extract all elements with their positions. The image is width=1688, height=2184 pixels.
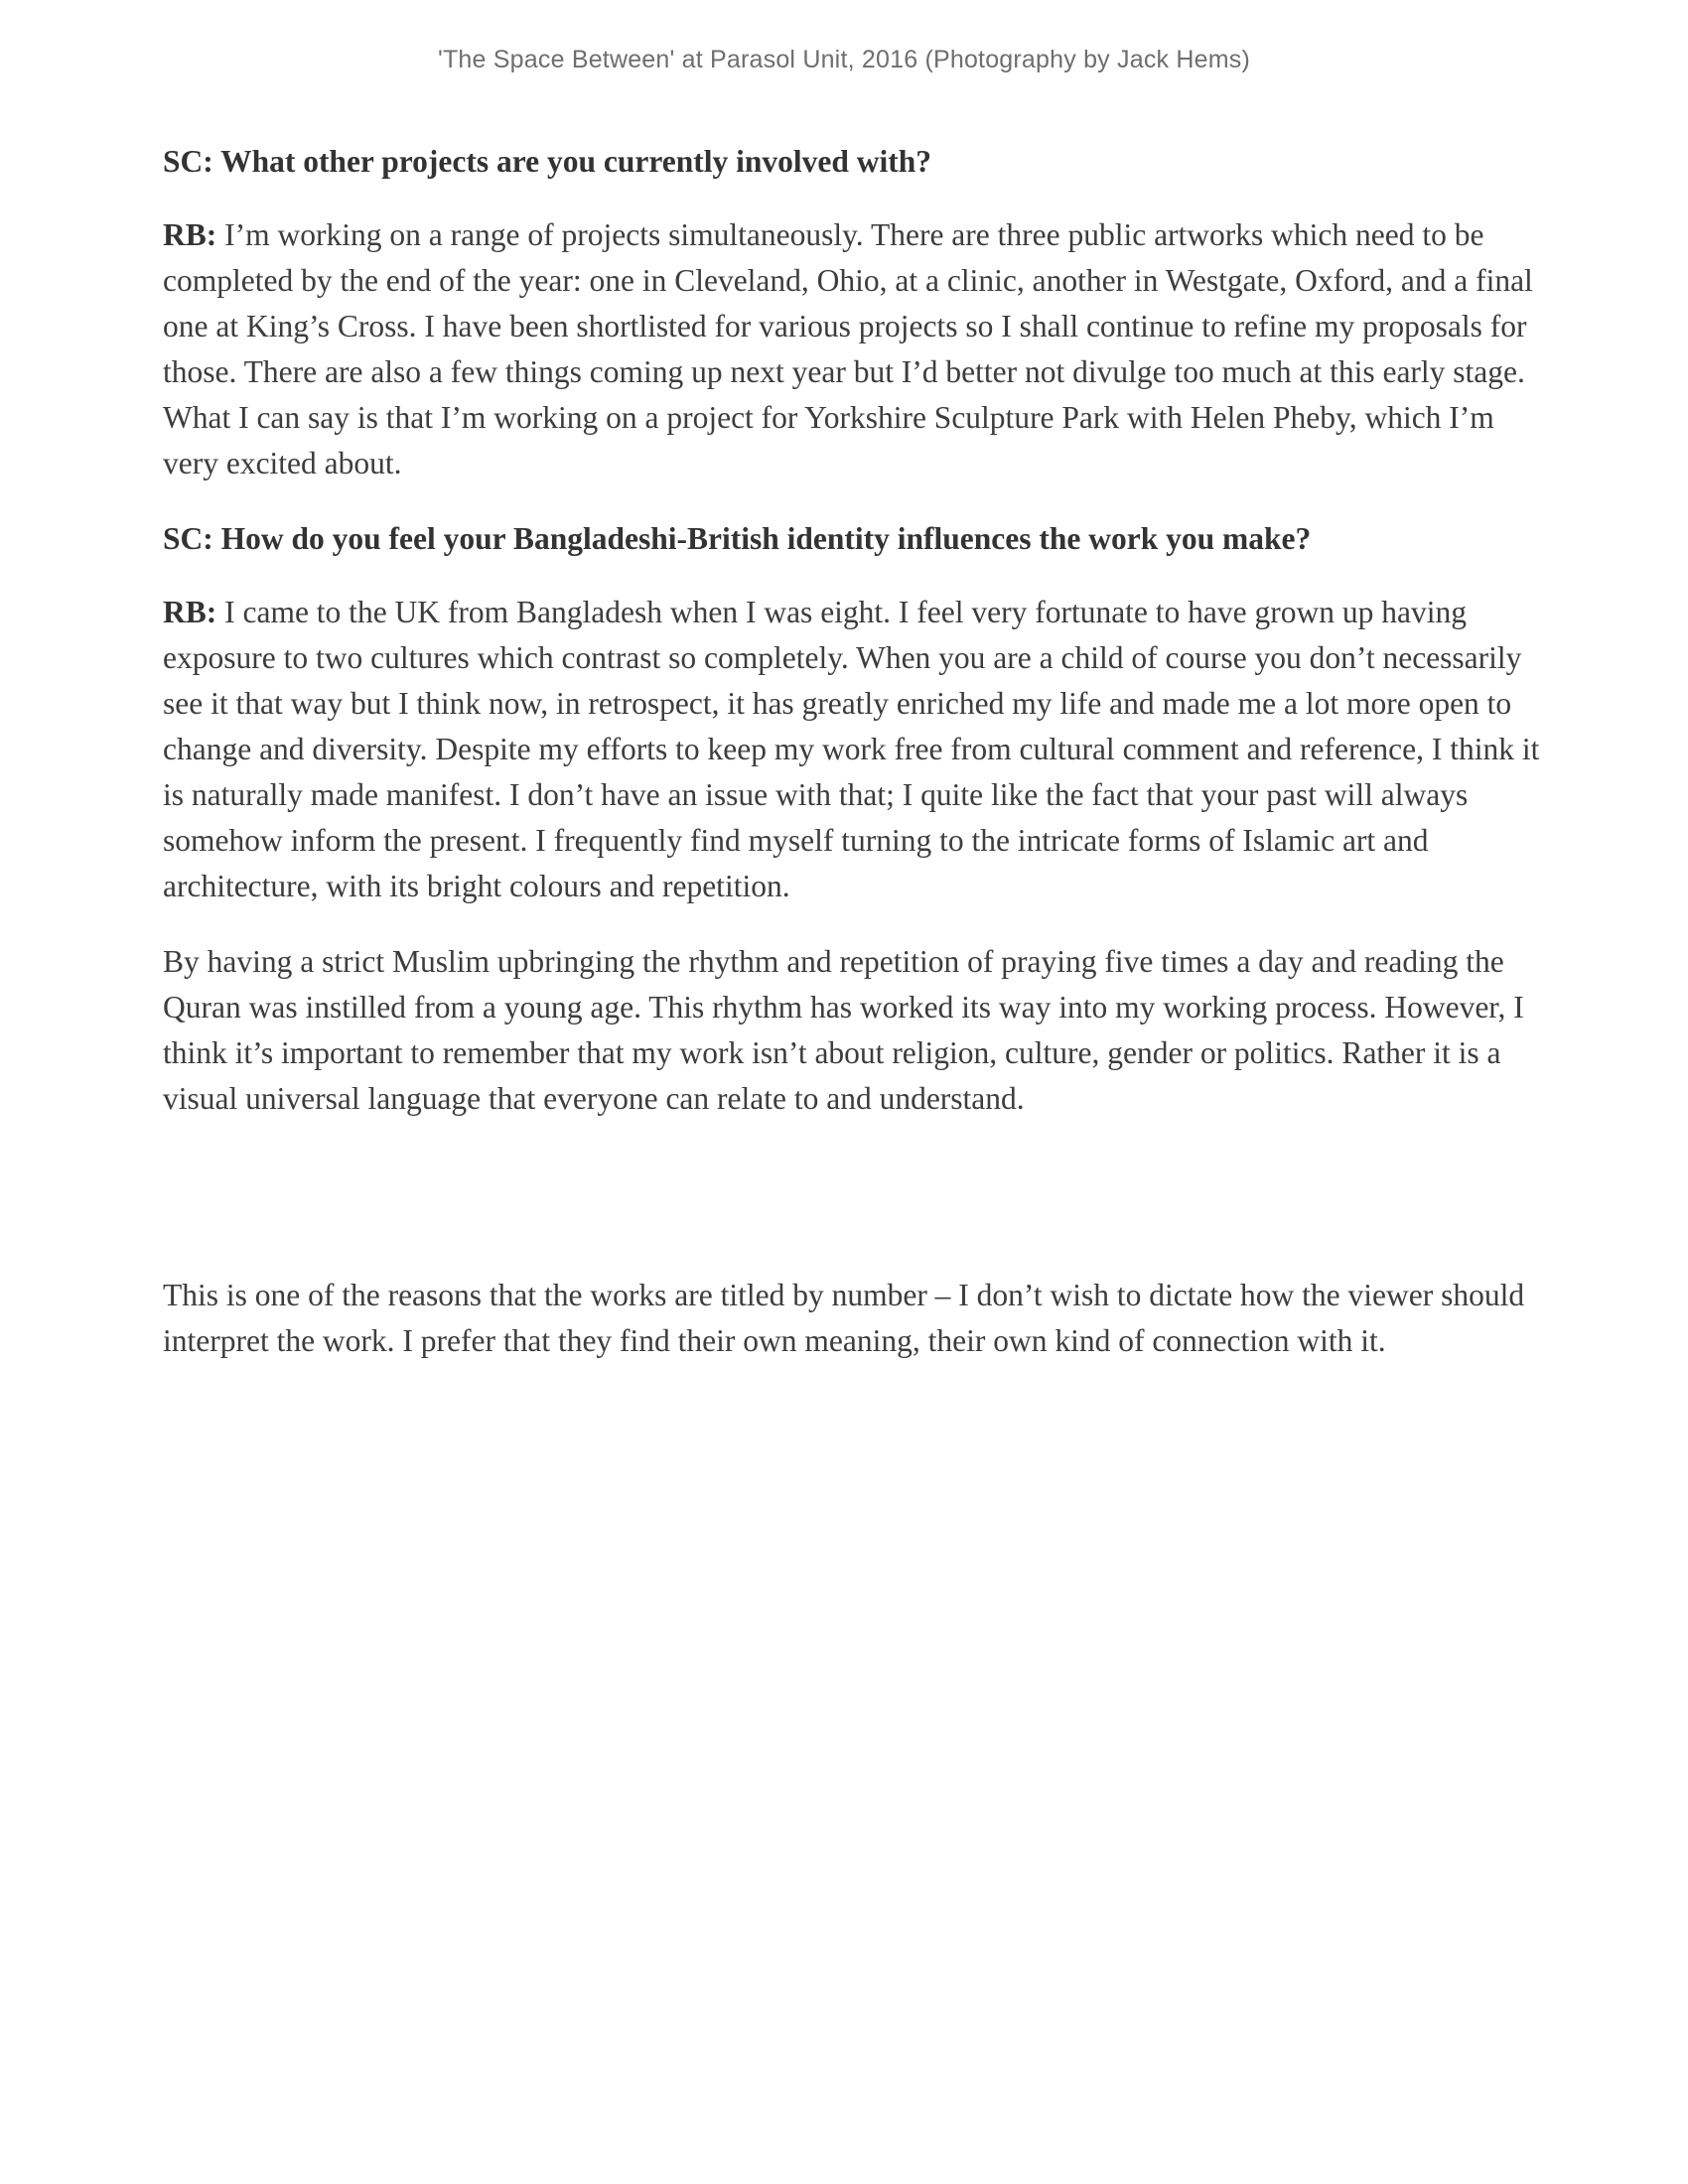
paragraph-4: This is one of the reasons that the works are titled by number – I don’t wish to dictate how the viewer should interpret the work. I prefer that they find their own meaning, their own kind of connection with it. [163,1278,1525,1358]
photo-caption: 'The Space Between' at Parasol Unit, 2016 (Photography by Jack Hems) [437,46,1250,73]
paragraph-3: By having a strict Muslim upbringing the rhythm and repetition of praying five times a day and reading the Quran was instilled from a young age. This rhythm has worked its way into my working process. However, I think it’s important to remember that my work isn’t about religion, culture, gender or politics. Rather it is a visual universal language that everyone can relate to and understand. [163,944,1524,1116]
answer-2-speaker: RB: [163,595,217,629]
answer-1-text: I’m working on a range of projects simultaneously. There are three public artworks which need to be completed by the end of the year: one in Cleveland, Ohio, at a clinic, another in Westgate, Oxford, and a final one at King’s Cross. I have been shortlisted for various projects so I shall continue to refine my proposals for those. There are also a few things coming up next year but I’d better not divulge too much at this early stage. What I can say is that I’m working on a project for Yorkshire Sculpture Park with Helen Pheby, which I’m very excited about. [163,217,1533,480]
section-spacer [163,1152,1543,1273]
question-1: SC: What other projects are you currently involved with? [163,144,932,179]
question-2: SC: How do you feel your Bangladeshi-British identity influences the work you make? [163,521,1312,556]
interview-body [163,139,1543,1394]
answer-1 [163,212,1543,486]
answer-2 [163,590,1543,909]
answer-1-speaker: RB: [163,217,217,252]
answer-2-text: I came to the UK from Bangladesh when I was eight. I feel very fortunate to have grown up having exposure to two cultures which contrast so completely. When you are a child of course you don’t necessarily see it that way but I think now, in retrospect, it has greatly enriched my life and made me a lot more open to change and diversity. Despite my efforts to keep my work free from cultural comment and reference, I think it is naturally made manifest. I don’t have an issue with that; I quite like the fact that your past will always somehow inform the present. I frequently find myself turning to the intricate forms of Islamic art and architecture, with its bright colours and repetition. [163,595,1540,903]
